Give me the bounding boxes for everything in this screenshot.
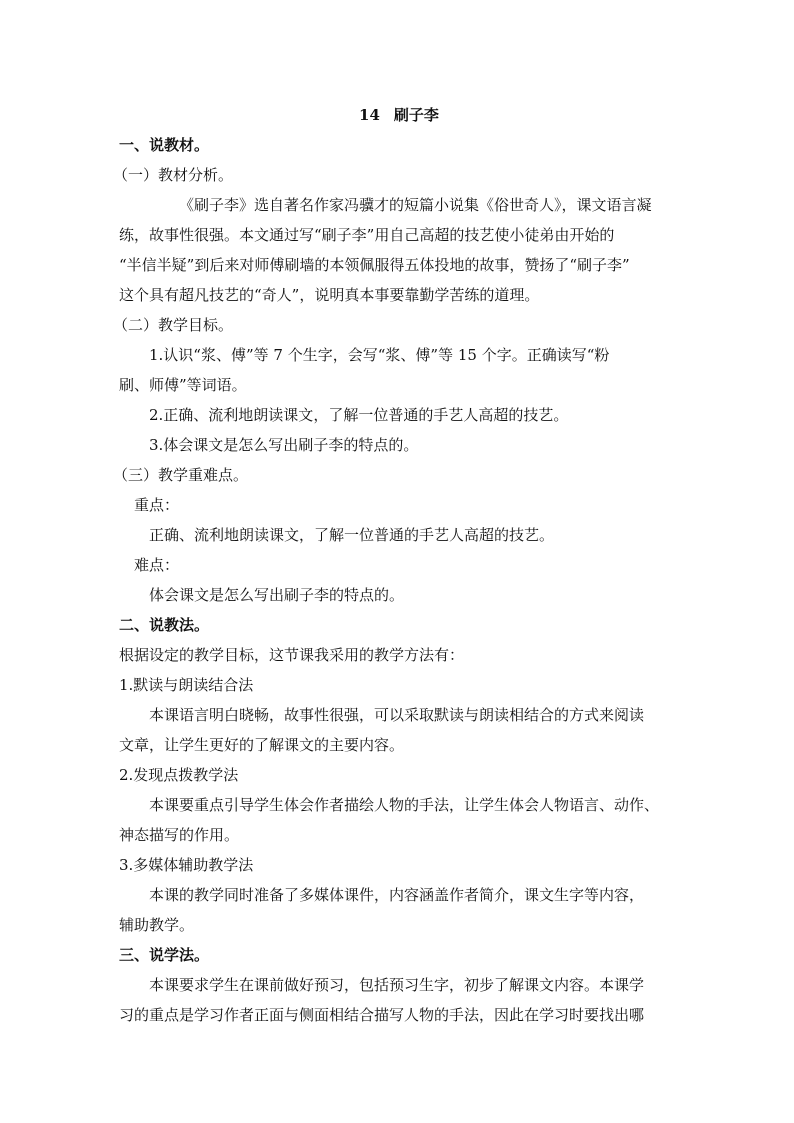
paragraph-line: 习的重点是学习作者正面与侧面相结合描写人物的手法，因此在学习时要找出哪 — [119, 1006, 645, 1024]
objective-1 — [119, 340, 679, 400]
paragraph-line: 本课语言明白晓畅，故事性很强，可以采取默读与朗读相结合的方式来阅读 — [149, 706, 645, 724]
section-heading-teaching-method: 二、说教法。 — [119, 616, 210, 634]
paragraph-line: 《刷子李》选自著名作家冯骥才的短篇小说集《俗世奇人》，课文语言凝 — [179, 196, 652, 214]
section-heading-learning-method: 三、说学法。 — [119, 946, 210, 964]
method-1-paragraph — [119, 700, 679, 760]
paragraph-line: 1.认识“浆、傅”等 7 个生字，会写“浆、傅”等 15 个字。正确读写“粉 — [149, 346, 610, 364]
paragraph-line: 文章，让学生更好的了解课文的主要内容。 — [119, 736, 405, 754]
method-2-paragraph — [119, 790, 679, 850]
paragraph-line: “半信半疑”到后来对师傅刷墙的本领佩服得五体投地的故事，赞扬了“刷子李” — [119, 256, 630, 274]
method-3-heading: 3.多媒体辅助教学法 — [119, 856, 254, 874]
subheading-key-difficult: （三）教学重难点。 — [113, 466, 249, 484]
objective-2: 2.正确、流利地朗读课文，了解一位普通的手艺人高超的技艺。 — [149, 406, 569, 424]
method-2-heading: 2.发现点拨教学法 — [119, 766, 239, 784]
subheading-analysis: （一）教材分析。 — [113, 166, 234, 184]
paragraph-line: 本课的教学同时准备了多媒体课件，内容涵盖作者简介，课文生字等内容， — [149, 886, 645, 904]
method-intro: 根据设定的教学目标，这节课我采用的教学方法有： — [119, 646, 465, 664]
subheading-objectives: （二）教学目标。 — [113, 316, 234, 334]
paragraph-line: 本课要求学生在课前做好预习，包括预习生字，初步了解课文内容。本课学 — [149, 976, 645, 994]
key-point-label: 重点： — [134, 496, 180, 514]
objective-3: 3.体会课文是怎么写出刷子李的特点的。 — [149, 436, 419, 454]
method-3-paragraph — [119, 880, 679, 940]
lesson-title: 刷子李 — [393, 106, 439, 124]
document-title — [119, 100, 679, 130]
key-point-text: 正确、流利地朗读课文，了解一位普通的手艺人高超的技艺。 — [149, 526, 555, 544]
difficult-point-text: 体会课文是怎么写出刷子李的特点的。 — [149, 586, 405, 604]
difficult-point-label: 难点： — [134, 556, 180, 574]
method-1-heading: 1.默读与朗读结合法 — [119, 676, 254, 694]
learning-method-paragraph — [119, 970, 679, 1030]
lesson-number: 14 — [359, 106, 380, 124]
paragraph-line: 神态描写的作用。 — [119, 826, 240, 844]
analysis-paragraph — [119, 190, 679, 310]
document-body — [113, 100, 679, 1030]
paragraph-line: 本课要重点引导学生体会作者描绘人物的手法，让学生体会人物语言、动作、 — [149, 796, 660, 814]
paragraph-line: 这个具有超凡技艺的“奇人”，说明真本事要靠勤学苦练的道理。 — [119, 286, 540, 304]
paragraph-line: 刷、师傅”等词语。 — [119, 376, 247, 394]
section-heading-textbook: 一、说教材。 — [119, 136, 210, 154]
paragraph-line: 辅助教学。 — [119, 916, 195, 934]
paragraph-line: 练，故事性很强。本文通过写“刷子李”用自己高超的技艺使小徒弟由开始的 — [119, 226, 615, 244]
